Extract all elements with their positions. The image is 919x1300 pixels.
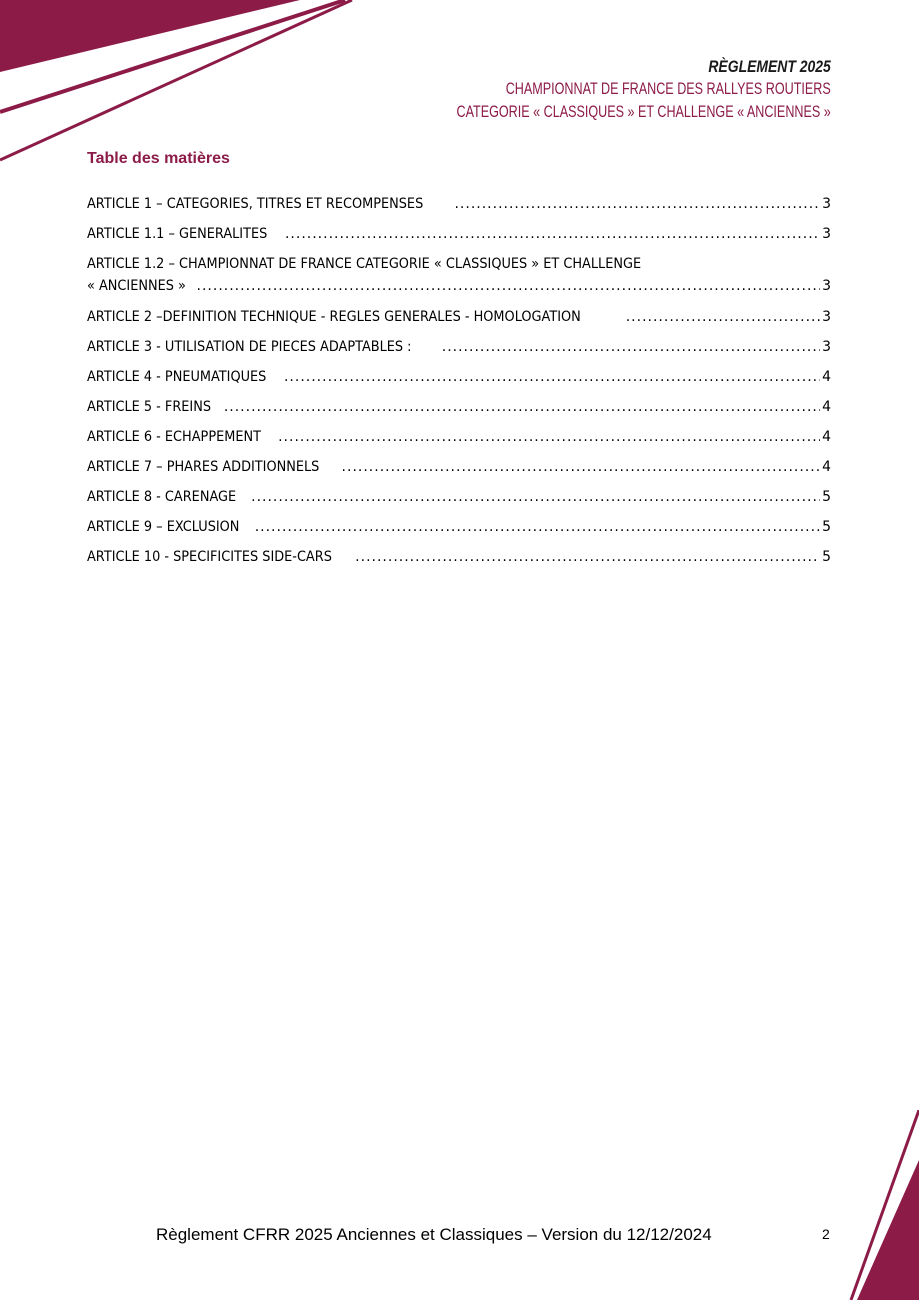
toc-entry-page[interactable]: 3 bbox=[822, 309, 831, 325]
toc-entry-article-6[interactable] bbox=[87, 426, 831, 456]
toc-entry-article-9[interactable] bbox=[87, 516, 831, 546]
header-subtitle: CHAMPIONNAT DE FRANCE DES RALLYES ROUTIERS bbox=[505, 79, 831, 98]
toc-entry-label[interactable]: ARTICLE 7 – PHARES ADDITIONNELS bbox=[87, 459, 320, 475]
toc-entry-label[interactable]: ARTICLE 9 – EXCLUSION bbox=[87, 519, 240, 535]
page-number: 2 bbox=[822, 1226, 830, 1242]
toc-entry-label[interactable]: ARTICLE 5 - FREINS bbox=[87, 399, 212, 415]
dot-leader bbox=[285, 223, 820, 245]
toc-entry-page[interactable]: 5 bbox=[822, 489, 831, 505]
toc-entry-page[interactable]: 5 bbox=[822, 549, 831, 565]
toc-entry-article-2[interactable] bbox=[87, 306, 831, 336]
dot-leader bbox=[278, 426, 820, 448]
toc-entry-page[interactable]: 4 bbox=[822, 369, 831, 385]
dot-leader bbox=[442, 336, 820, 358]
toc-entry-page[interactable]: 4 bbox=[822, 459, 831, 475]
toc-entry-label[interactable]: ARTICLE 4 - PNEUMATIQUES bbox=[87, 369, 267, 385]
dot-leader bbox=[355, 546, 820, 568]
toc-entry-page[interactable]: 3 bbox=[822, 278, 831, 294]
toc-entry-article-10[interactable] bbox=[87, 546, 831, 576]
dot-leader bbox=[255, 516, 820, 538]
toc-entry-label[interactable]: ARTICLE 1.1 – GENERALITES bbox=[87, 226, 268, 242]
toc-entry-article-7[interactable] bbox=[87, 456, 831, 486]
toc-title: Table des matières bbox=[87, 150, 230, 167]
toc-entry-page[interactable]: 3 bbox=[822, 196, 831, 212]
toc-entry-article-8[interactable] bbox=[87, 486, 831, 516]
toc-entry-article-4[interactable] bbox=[87, 366, 831, 396]
toc-entry-article-1-2[interactable] bbox=[87, 253, 831, 306]
toc-entry-page[interactable]: 4 bbox=[822, 429, 831, 445]
dot-leader bbox=[251, 486, 820, 508]
toc-entry-label[interactable]: ARTICLE 6 - ECHAPPEMENT bbox=[87, 429, 261, 445]
footer-text: Règlement CFRR 2025 Anciennes et Classiques – Version du 12/12/2024 bbox=[156, 1225, 712, 1244]
toc-entry-label[interactable]: ARTICLE 1.2 – CHAMPIONNAT DE FRANCE CATEGORIE « CLASSIQUES » ET CHALLENGE bbox=[87, 256, 642, 272]
toc-entry-article-3[interactable] bbox=[87, 336, 831, 366]
dot-leader bbox=[284, 366, 820, 388]
toc-entry-page[interactable]: 4 bbox=[822, 399, 831, 415]
dot-leader bbox=[454, 193, 820, 215]
footer-decoration bbox=[849, 1110, 919, 1300]
dot-leader bbox=[197, 275, 821, 297]
dot-leader bbox=[342, 456, 821, 478]
toc-entry-label[interactable]: ARTICLE 2 –DEFINITION TECHNIQUE - REGLES GENERALES - HOMOLOGATION bbox=[87, 309, 581, 325]
document-header bbox=[325, 57, 831, 123]
dot-leader bbox=[224, 396, 820, 418]
toc-entry-page[interactable]: 3 bbox=[822, 339, 831, 355]
table-of-contents bbox=[87, 193, 831, 576]
header-title: RÈGLEMENT 2025 bbox=[708, 57, 831, 76]
toc-entry-article-5[interactable] bbox=[87, 396, 831, 426]
toc-entry-article-1[interactable] bbox=[87, 193, 831, 223]
header-decoration bbox=[0, 0, 360, 170]
toc-entry-label[interactable]: ARTICLE 10 - SPECIFICITES SIDE-CARS bbox=[87, 549, 332, 565]
toc-entry-label-continued[interactable]: « ANCIENNES » bbox=[87, 278, 186, 294]
header-category: CATEGORIE « CLASSIQUES » ET CHALLENGE « ANCIENNES » bbox=[456, 102, 831, 121]
toc-entry-label[interactable]: ARTICLE 1 – CATEGORIES, TITRES ET RECOMPENSES bbox=[87, 196, 424, 212]
toc-entry-article-1-1[interactable] bbox=[87, 223, 831, 253]
toc-entry-page[interactable]: 5 bbox=[822, 519, 831, 535]
toc-entry-label[interactable]: ARTICLE 8 - CARENAGE bbox=[87, 489, 237, 505]
dot-leader bbox=[626, 306, 820, 328]
toc-entry-label[interactable]: ARTICLE 3 - UTILISATION DE PIECES ADAPTABLES : bbox=[87, 339, 412, 355]
toc-entry-page[interactable]: 3 bbox=[822, 226, 831, 242]
